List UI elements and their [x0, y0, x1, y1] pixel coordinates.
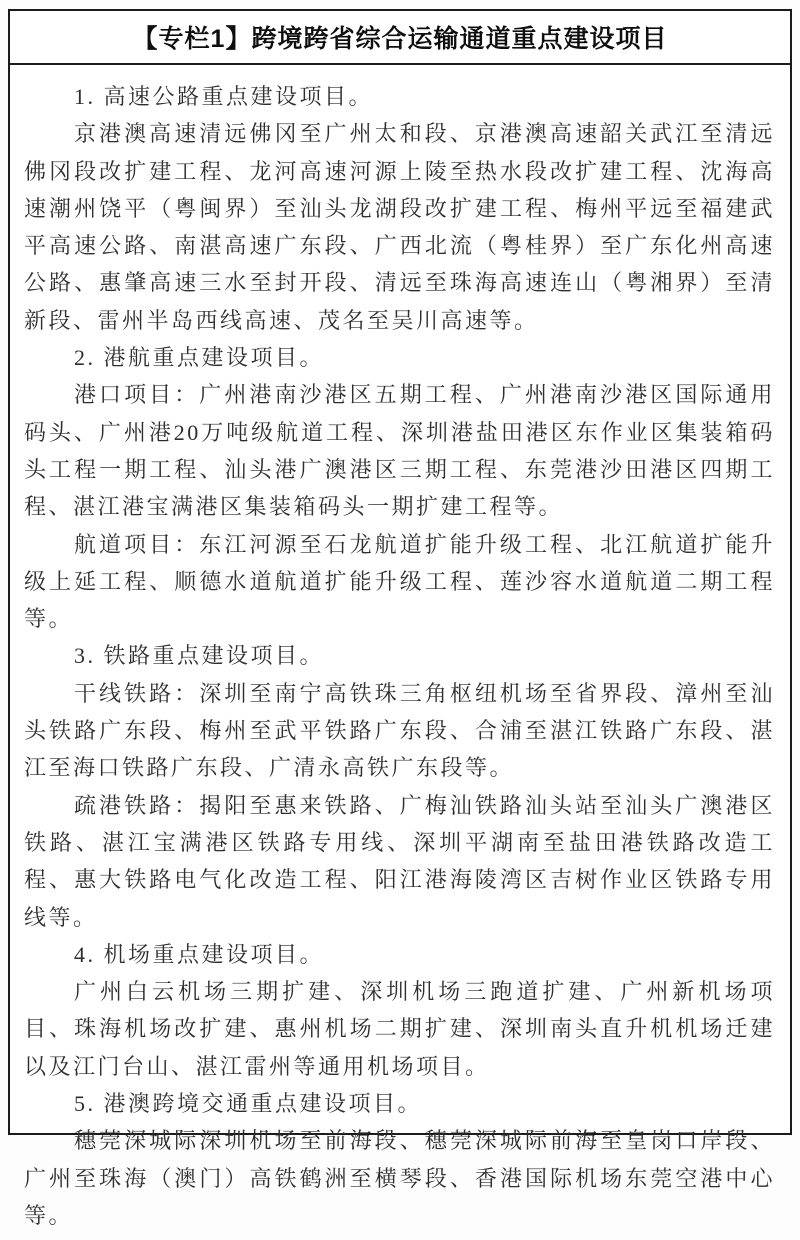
section-5-heading: 5. 港澳跨境交通重点建设项目。	[74, 1091, 423, 1117]
section-3-paragraph-trunk-rail: 干线铁路：深圳至南宁高铁珠三角枢纽机场至省界段、漳州至汕头铁路广东段、梅州至武平铁路广东段、合浦至湛江铁路广东段、湛江至海口铁路广东段、广清永高铁广东段等。	[24, 680, 775, 781]
section-4-paragraph: 广州白云机场三期扩建、深圳机场三跑道扩建、广州新机场项目、珠海机场改扩建、惠州机场二期扩建、深圳南头直升机机场迁建以及江门台山、湛江雷州等通用机场项目。	[24, 979, 775, 1079]
section-2-heading: 2. 港航重点建设项目。	[74, 345, 325, 371]
section-2-paragraph-waterways: 航道项目：东江河源至石龙航道扩能升级工程、北江航道扩能升级上延工程、顺德水道航道扩能升级工程、莲沙容水道航道二期工程等。	[24, 531, 775, 632]
section-3-heading: 3. 铁路重点建设项目。	[74, 643, 325, 669]
column-box-header	[10, 11, 790, 65]
section-1-paragraph: 京港澳高速清远佛冈至广州太和段、京港澳高速韶关武江至清远佛冈段改扩建工程、龙河高速河源上陵至热水段改扩建工程、沈海高速潮州饶平（粤闽界）至汕头龙湖段改扩建工程、梅州平远至福建武平高速公路、南湛高速广东段、广西北流（粤桂界）至广东化州高速公路、惠肇高速三水至封开段、清远至珠海高速连山（粤湘界）至清新段、雷州半岛西线高速、茂名至吴川高速等。	[24, 121, 775, 333]
section-4-heading: 4. 机场重点建设项目。	[74, 941, 325, 967]
column-box-body	[10, 65, 790, 1240]
section-2-paragraph-ports: 港口项目：广州港南沙港区五期工程、广州港南沙港区国际通用码头、广州港20万吨级航道工程、深圳港盐田港区东作业区集装箱码头工程一期工程、汕头港广澳港区三期工程、东莞港沙田港区四期工程、湛江港宝满港区集装箱码头一期扩建工程等。	[24, 382, 775, 520]
section-3-paragraph-port-rail: 疏港铁路：揭阳至惠来铁路、广梅汕铁路汕头站至汕头广澳港区铁路、湛江宝满港区铁路专用线、深圳平湖南至盐田港铁路改造工程、惠大铁路电气化改造工程、阳江港海陵湾区吉树作业区铁路专用线等。	[24, 792, 775, 930]
section-5-paragraph: 穗莞深城际深圳机场至前海段、穗莞深城际前海至皇岗口岸段、广州至珠海（澳门）高铁鹤洲至横琴段、香港国际机场东莞空港中心等。	[24, 1128, 775, 1228]
column-box-title: 【专栏1】跨境跨省综合运输通道重点建设项目	[132, 25, 668, 53]
section-1-heading: 1. 高速公路重点建设项目。	[74, 84, 374, 109]
column-box	[8, 9, 792, 1228]
